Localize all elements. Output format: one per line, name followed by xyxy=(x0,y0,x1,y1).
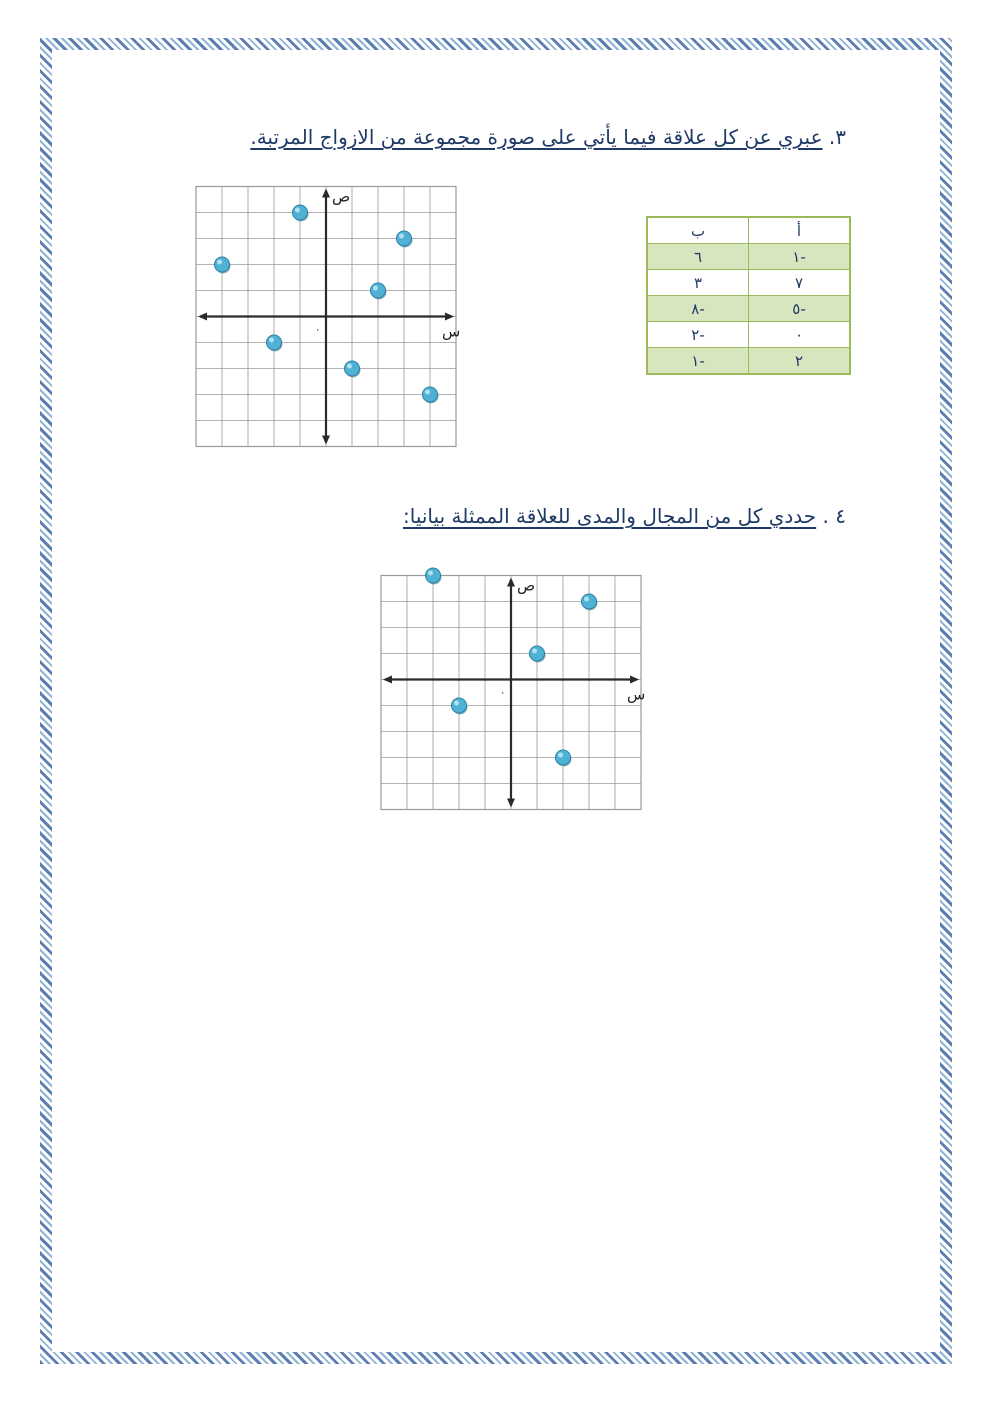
question-3-number: ٣. xyxy=(828,125,846,149)
table-header-a: أ xyxy=(749,217,851,244)
table-row xyxy=(647,244,850,270)
data-point xyxy=(293,205,308,220)
data-point xyxy=(371,283,386,298)
table-row xyxy=(647,270,850,296)
data-point-highlight xyxy=(295,208,300,213)
table-cell: -١ xyxy=(749,244,851,270)
table-cell: ٢ xyxy=(749,348,851,375)
table-cell: ٠ xyxy=(749,322,851,348)
question-4 xyxy=(146,497,846,535)
data-point-highlight xyxy=(584,597,589,602)
question-4-number: ٤ . xyxy=(822,504,846,528)
data-point-highlight xyxy=(454,701,459,706)
table-cell: ٣ xyxy=(647,270,749,296)
data-point-highlight xyxy=(428,571,433,576)
table-cell: -٢ xyxy=(647,322,749,348)
data-point xyxy=(397,231,412,246)
table-row xyxy=(647,296,850,322)
data-point xyxy=(452,698,467,713)
y-axis-label: ص xyxy=(332,187,351,206)
question-3 xyxy=(146,118,846,156)
data-point xyxy=(556,750,571,765)
data-point-highlight xyxy=(425,390,430,395)
x-axis-label: س xyxy=(627,685,646,704)
origin-label: ٠ xyxy=(500,687,506,699)
table-row xyxy=(647,348,850,375)
table-header-row xyxy=(647,217,850,244)
data-point xyxy=(345,361,360,376)
relation-table xyxy=(646,216,851,375)
data-point-highlight xyxy=(399,234,404,239)
graph-2 xyxy=(380,565,646,820)
data-point-highlight xyxy=(217,260,222,265)
data-point xyxy=(267,335,282,350)
data-point xyxy=(530,646,545,661)
question-3-text: عبري عن كل علاقة فيما يأتي على صورة مجموعة من الازواج المرتبة. xyxy=(250,125,823,149)
table-cell: ٧ xyxy=(749,270,851,296)
origin-label: ٠ xyxy=(315,324,321,336)
question-4-text: حددي كل من المجال والمدى للعلاقة الممثلة بيانيا: xyxy=(403,504,817,528)
table-cell: -٨ xyxy=(647,296,749,322)
data-point xyxy=(426,568,441,583)
data-point-highlight xyxy=(532,649,537,654)
table-cell: -١ xyxy=(647,348,749,375)
y-axis-label: ص xyxy=(517,576,536,595)
table-cell: ٦ xyxy=(647,244,749,270)
data-point xyxy=(582,594,597,609)
table-row xyxy=(647,322,850,348)
data-point-highlight xyxy=(558,753,563,758)
table-header-b: ب xyxy=(647,217,749,244)
data-point-highlight xyxy=(269,338,274,343)
x-axis-label: س xyxy=(442,322,461,341)
graph-1 xyxy=(194,187,461,444)
data-point xyxy=(423,387,438,402)
data-point-highlight xyxy=(373,286,378,291)
data-point xyxy=(215,257,230,272)
data-point-highlight xyxy=(347,364,352,369)
table-cell: -٥ xyxy=(749,296,851,322)
